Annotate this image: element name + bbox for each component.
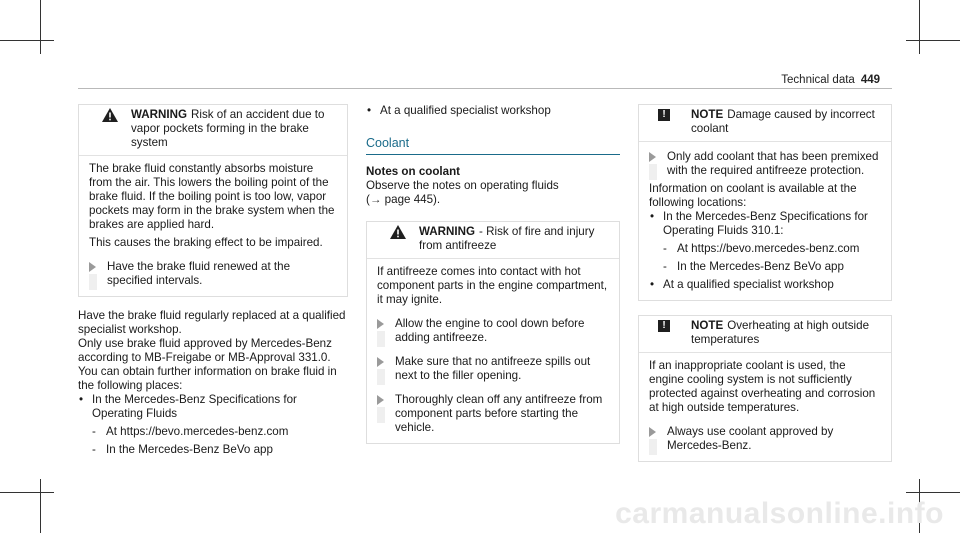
crop-mark — [40, 0, 41, 54]
warning-box-antifreeze — [366, 221, 620, 444]
sub-text: In the Mercedes-Benz BeVo app — [677, 260, 844, 273]
sub-text: In the Mercedes-Benz BeVo app — [106, 443, 273, 456]
section-title: Coolant — [366, 136, 410, 150]
step-text: Only add coolant that has been premixed with the required antifreeze protection. — [667, 150, 879, 177]
crop-mark — [906, 492, 960, 493]
note-label: NOTE — [691, 319, 724, 332]
column-2 — [366, 104, 620, 444]
instruction-step — [377, 393, 609, 435]
instruction-step — [377, 355, 609, 383]
sub-item — [663, 260, 881, 274]
bullet-text: At a qualified specialist workshop — [380, 104, 551, 117]
watermark: carmanualsonline.info — [615, 497, 944, 530]
bullet-text: At a qualified specialist workshop — [663, 278, 834, 291]
crop-mark — [0, 492, 54, 493]
warning-title: - Risk of fire and injury from antifreeze — [419, 225, 595, 252]
bullet-icon: • — [367, 104, 372, 117]
step-text: Have the brake fluid renewed at the specified intervals. — [107, 260, 291, 287]
step-arrow-icon — [377, 395, 384, 405]
warning-body — [367, 258, 619, 443]
step-arrow-icon — [649, 427, 656, 437]
page-reference: (→ page 445). — [366, 193, 441, 206]
crop-mark — [40, 479, 41, 533]
step-text: Make sure that no antifreeze spills out next to the filler opening. — [395, 355, 591, 382]
bullet-text: In the Mercedes-Benz Specifications for Operating Fluids — [92, 393, 297, 420]
paragraph: Information on coolant is available at the following locations: — [649, 182, 857, 209]
step-arrow-icon — [649, 152, 656, 162]
step-arrow-icon — [377, 357, 384, 367]
note-body — [639, 352, 891, 461]
note-header — [639, 105, 891, 141]
paragraph: You can obtain further information on brake fluid in the following places: — [78, 365, 337, 392]
note-box-coolant — [638, 104, 892, 301]
bullet-item — [366, 104, 620, 118]
bullet-item — [649, 210, 881, 238]
step-bar — [377, 407, 385, 423]
paragraph: Observe the notes on operating fluids — [366, 179, 559, 192]
note-title: Overheating at high outside temperatures — [691, 319, 870, 346]
instruction-step — [649, 150, 881, 178]
paragraph: Have the brake fluid regularly replaced at a qualified specialist workshop. — [78, 309, 346, 336]
dash-icon: - — [663, 242, 667, 255]
sub-text: At https://bevo.mercedes-benz.com — [106, 425, 289, 438]
column-1 — [78, 104, 348, 457]
warning-paragraph: The brake fluid constantly absorbs moisture from the air. This lowers the boiling point of the brake fluid. If the boiling point is too low, vapor pockets may form in the brake system when the brakes are applied hard. — [89, 162, 335, 231]
bullet-text: In the Mercedes-Benz Specifications for Operating Fluids 310.1: — [663, 210, 868, 237]
instruction-step — [377, 317, 609, 345]
warning-paragraph: This causes the braking effect to be impaired. — [89, 236, 323, 249]
sub-text: At https://bevo.mercedes-benz.com — [677, 242, 860, 255]
sub-item — [92, 443, 348, 457]
header-section: Technical data — [781, 74, 855, 86]
sub-item — [92, 425, 348, 439]
step-arrow-icon — [377, 319, 384, 329]
subheading: Notes on coolant — [366, 165, 461, 178]
instruction-step — [89, 260, 337, 288]
step-text: Allow the engine to cool down before adding antifreeze. — [395, 317, 585, 344]
step-bar — [649, 164, 657, 180]
warning-title: Risk of an accident due to vapor pockets forming in the brake system — [131, 108, 325, 149]
sub-item — [663, 242, 881, 256]
paragraph: Only use brake fluid approved by Mercedes-Benz according to MB-Freigabe or MB-Approval 331.0. — [78, 337, 332, 364]
page-number: 449 — [860, 74, 880, 86]
warning-paragraph: If antifreeze comes into contact with hot component parts in the engine compartment, it may ignite. — [377, 265, 608, 306]
warning-box-brake — [78, 104, 348, 297]
step-bar — [649, 439, 657, 455]
bullet-icon: • — [650, 210, 655, 223]
header-rule — [78, 88, 892, 89]
warning-icon — [101, 107, 119, 123]
bullet-item — [649, 278, 881, 292]
dash-icon: - — [92, 443, 96, 456]
warning-label: WARNING — [131, 108, 188, 121]
note-header — [639, 316, 891, 352]
step-text: Thoroughly clean off any antifreeze from component parts before starting the vehicle. — [395, 393, 603, 434]
dash-icon: - — [92, 425, 96, 438]
step-text: Always use coolant approved by Mercedes-Benz. — [667, 425, 834, 452]
warning-body — [79, 155, 347, 296]
bullet-item — [78, 393, 348, 421]
step-bar — [89, 274, 97, 290]
bullet-icon: • — [650, 278, 655, 291]
column-3 — [638, 104, 892, 462]
crop-mark — [919, 0, 920, 54]
dash-icon: - — [663, 260, 667, 273]
warning-header — [79, 105, 347, 155]
note-title: Damage caused by incorrect coolant — [691, 108, 875, 135]
crop-mark — [0, 40, 54, 41]
section-rule — [366, 154, 620, 155]
paragraph: If an inappropriate coolant is used, the engine cooling system is not sufficiently protected against overheating and corrosion at high outside temperatures. — [649, 359, 876, 414]
step-arrow-icon — [89, 262, 96, 272]
note-body — [639, 141, 891, 300]
note-box-overheating — [638, 315, 892, 462]
note-label: NOTE — [691, 108, 724, 121]
instruction-step — [649, 425, 881, 453]
note-icon: ! — [658, 109, 670, 121]
note-icon: ! — [658, 320, 670, 332]
running-header — [781, 73, 880, 87]
bullet-icon: • — [79, 393, 84, 406]
warning-header — [367, 222, 619, 258]
crop-mark — [906, 40, 960, 41]
step-bar — [377, 331, 385, 347]
warning-icon — [389, 224, 407, 240]
warning-label: WARNING — [419, 225, 476, 238]
step-bar — [377, 369, 385, 385]
